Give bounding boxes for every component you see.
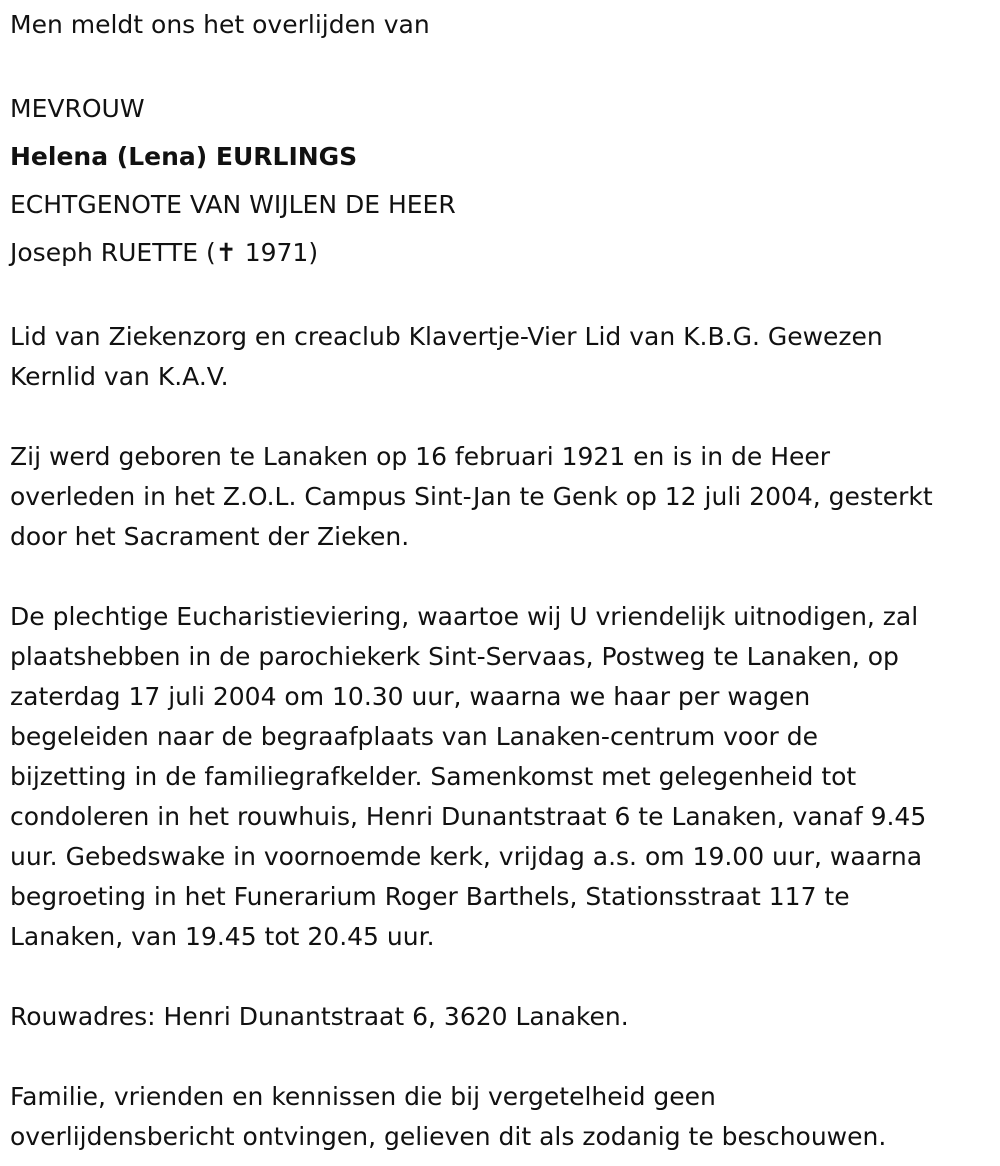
spacer: [10, 45, 990, 85]
deceased-relation: ECHTGENOTE VAN WIJLEN DE HEER: [10, 190, 456, 219]
paragraph-line: overleden in het Z.O.L. Campus Sint-Jan te Genk op 12 juli 2004, gesterkt: [10, 482, 933, 511]
paragraph-line: Kernlid van K.A.V.: [10, 362, 229, 391]
spacer: [10, 397, 990, 437]
closing-paragraph: [10, 1077, 990, 1157]
paragraph-line: Lid van Ziekenzorg en creaclub Klavertje-Vier Lid van K.B.G. Gewezen: [10, 322, 883, 351]
deceased-title: MEVROUW: [10, 94, 145, 123]
spacer: [10, 1037, 990, 1077]
paragraph-line: uur. Gebedswake in voornoemde kerk, vrijdag a.s. om 19.00 uur, waarna: [10, 842, 923, 871]
paragraph-line: plaatshebben in de parochiekerk Sint-Servaas, Postweg te Lanaken, op: [10, 642, 899, 671]
spacer: [10, 957, 990, 997]
intro-text: Men meldt ons het overlijden van: [10, 10, 430, 39]
membership-paragraph: [10, 317, 990, 397]
paragraph-line: bijzetting in de familiegrafkelder. Samenkomst met gelegenheid tot: [10, 762, 857, 791]
paragraph-line: Familie, vrienden en kennissen die bij vergetelheid geen: [10, 1082, 716, 1111]
paragraph-line: overlijdensbericht ontvingen, gelieven dit als zodanig te beschouwen.: [10, 1122, 887, 1151]
paragraph-line: Zij werd geboren te Lanaken op 16 februari 1921 en is in de Heer: [10, 442, 831, 471]
paragraph-line: door het Sacrament der Zieken.: [10, 522, 410, 551]
spouse-name: Joseph RUETTE (✝ 1971): [10, 238, 319, 267]
biography-paragraph: [10, 437, 990, 557]
paragraph-line: begroeting in het Funerarium Roger Barthels, Stationsstraat 117 te: [10, 882, 850, 911]
paragraph-line: condoleren in het rouwhuis, Henri Dunantstraat 6 te Lanaken, vanaf 9.45: [10, 802, 927, 831]
deceased-name: Helena (Lena) EURLINGS: [10, 142, 358, 171]
ceremony-paragraph: [10, 597, 990, 957]
paragraph-line: De plechtige Eucharistieviering, waartoe wij U vriendelijk uitnodigen, zal: [10, 602, 919, 631]
paragraph-line: zaterdag 17 juli 2004 om 10.30 uur, waarna we haar per wagen: [10, 682, 811, 711]
paragraph-line: Lanaken, van 19.45 tot 20.45 uur.: [10, 922, 435, 951]
paragraph-line: begeleiden naar de begraafplaats van Lanaken-centrum voor de: [10, 722, 818, 751]
spacer: [10, 557, 990, 597]
spacer: [10, 277, 990, 317]
mourning-address: Rouwadres: Henri Dunantstraat 6, 3620 Lanaken.: [10, 1002, 629, 1031]
